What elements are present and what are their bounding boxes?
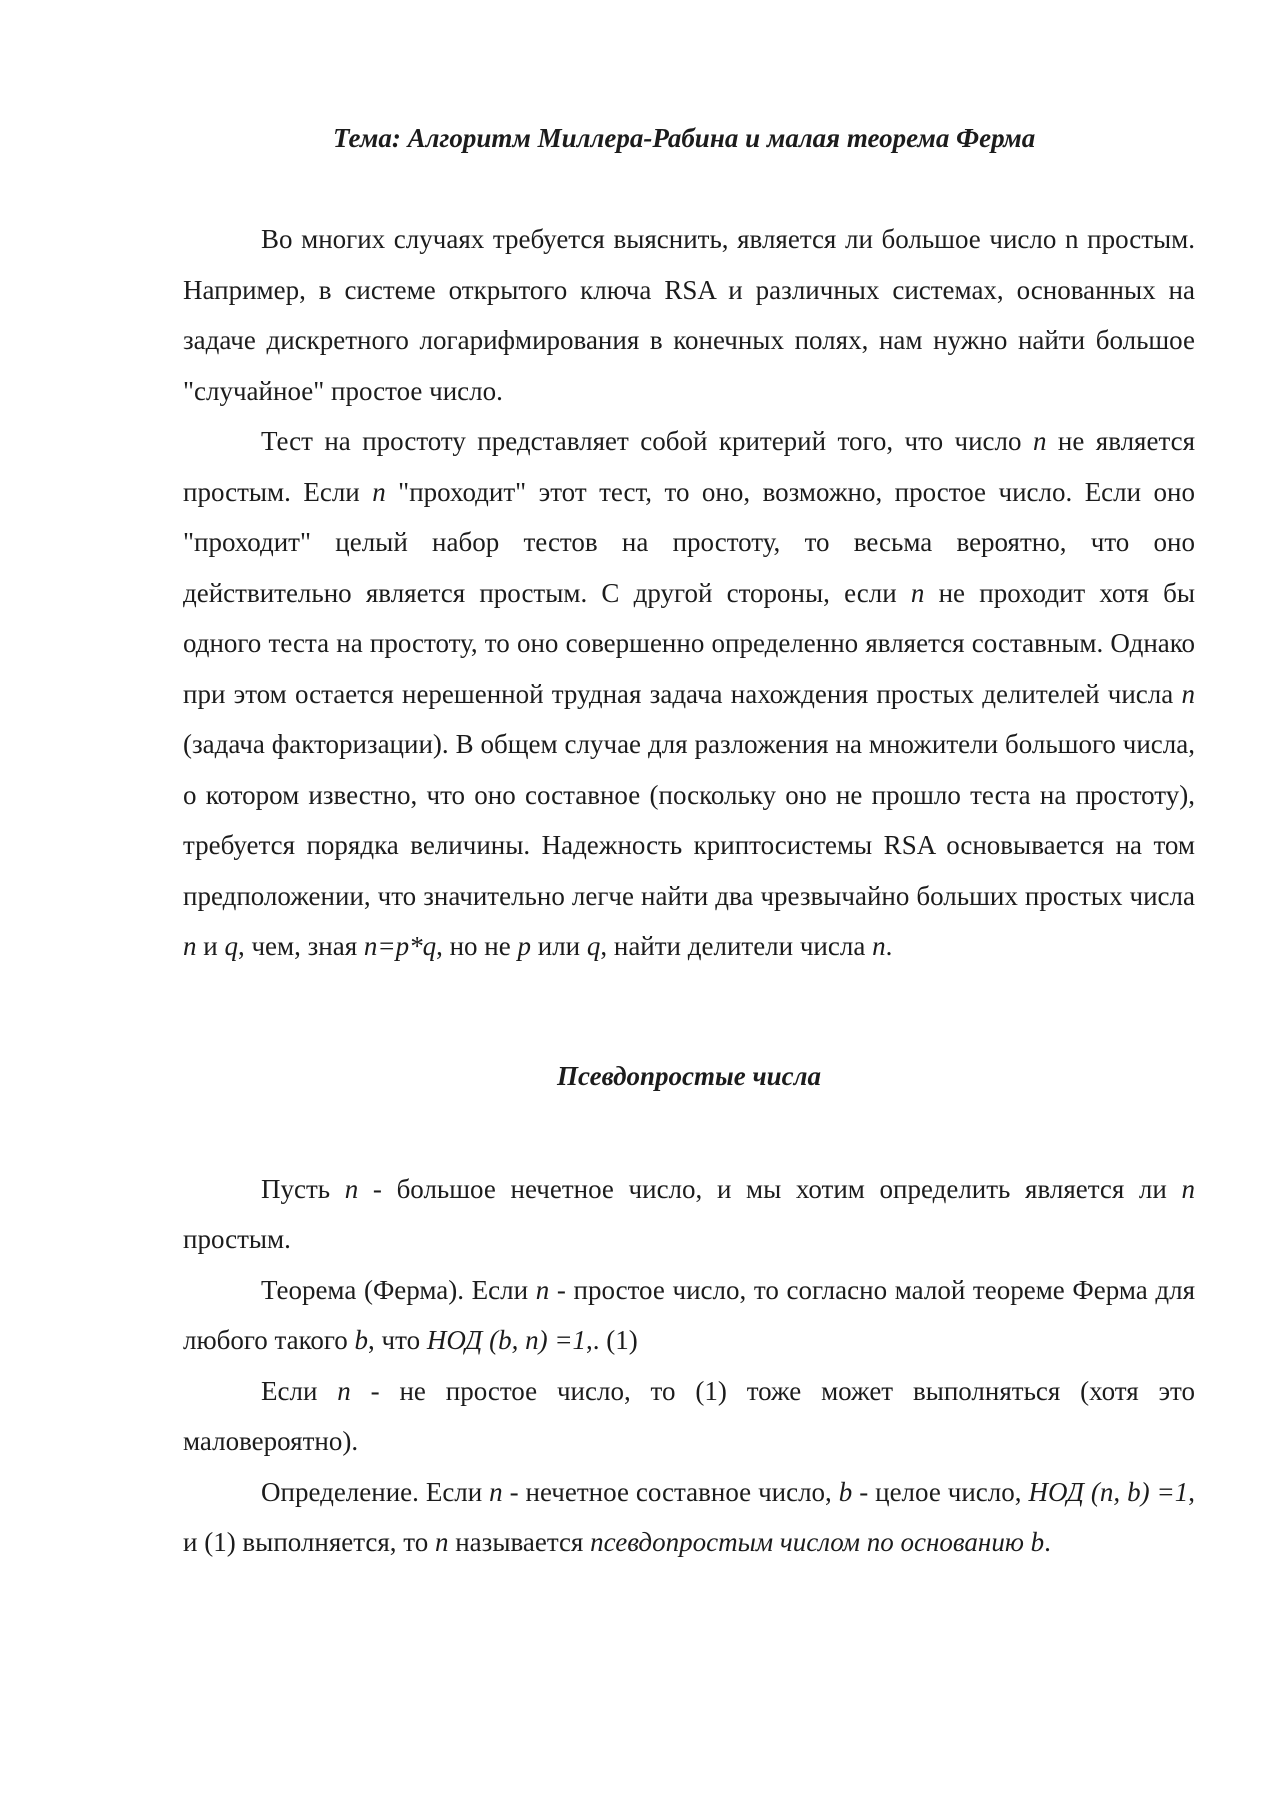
math-expression: НОД (b, n) =1 xyxy=(426,1325,587,1355)
text-run: - не простое число, то (1) тоже может выполняться (хотя это маловероятно). xyxy=(183,1375,1195,1456)
text-run: "проходит" этот тест, то оно, возможно, простое число. Если оно "проходит" целый набор тестов на простоту, то весьма вероятно, что оно действительно является простым. С другой стороны, если xyxy=(183,476,1196,608)
document-title: Тема: Алгоритм Миллера-Рабина и малая теорема Ферма xyxy=(333,123,1036,153)
text-run: Определение. Если xyxy=(261,1476,490,1507)
math-variable: n xyxy=(489,1476,503,1507)
defined-term: псевдопростым числом по основанию b xyxy=(590,1527,1045,1557)
math-variable: n xyxy=(337,1375,351,1406)
text-run: или xyxy=(531,931,587,961)
intro-paragraph-2 xyxy=(183,416,1195,972)
section-paragraph-4 xyxy=(183,1467,1195,1568)
section-paragraph-3 xyxy=(183,1366,1195,1467)
text-run: , найти делители числа xyxy=(600,931,873,961)
text-run: - простое число, то согласно малой теореме Ферма для любого такого xyxy=(183,1274,1195,1355)
text-run: не является простым. Если xyxy=(183,426,1195,507)
section-title: Псевдопростые числа xyxy=(556,1060,822,1091)
intro-paragraph-1: Во многих случаях требуется выяснить, является ли большое число n простым. Например, в системе открытого ключа RSA и различных системах, основанных на задаче дискретного логарифмирования в конечных полях, нам нужно найти большое "случайное" простое число. xyxy=(183,224,1195,406)
math-variable: n xyxy=(183,931,197,961)
text-run: . xyxy=(1044,1527,1051,1557)
math-variable: n xyxy=(1181,1173,1195,1204)
math-variable: n xyxy=(872,931,886,961)
text-run: , и (1) выполняется, то xyxy=(183,1476,1195,1557)
text-run: не проходит хотя бы одного теста на простоту, то оно совершенно определенно является составным. Однако при этом остается нерешенной трудная задача нахождения простых делителей числа xyxy=(183,577,1195,709)
text-run: , чем, зная xyxy=(237,931,364,961)
text-run: Если xyxy=(261,1375,338,1406)
math-variable: n xyxy=(535,1274,550,1305)
text-run: - целое число, xyxy=(852,1476,1029,1507)
math-variable: n xyxy=(1181,678,1195,709)
math-variable: n xyxy=(1032,426,1047,456)
math-variable: n xyxy=(372,476,386,507)
section-paragraph-1 xyxy=(183,1164,1195,1265)
text-run: , но не xyxy=(436,931,518,961)
math-expression: НОД (n, b) =1 xyxy=(1028,1476,1189,1507)
math-variable: p xyxy=(517,931,531,961)
math-variable: n xyxy=(910,577,925,608)
text-run: называется xyxy=(448,1527,591,1557)
text-run: простым. xyxy=(183,1224,291,1254)
text-run: (задача факторизации). В общем случае для разложения на множители большого числа, о котором известно, что оно составное (поскольку оно не прошло теста на простоту), требуется порядка величины. Надежность криптосистемы RSA основывается на том предположении, что значительно легче найти два чрезвычайно больших простых числа xyxy=(183,729,1195,911)
text-run: Тест на простоту представляет собой критерий того, что число xyxy=(261,426,1033,456)
text-run: и xyxy=(196,931,225,961)
text-run: Пусть xyxy=(261,1173,345,1204)
text-run: , что xyxy=(368,1325,427,1355)
text-run: ,. (1) xyxy=(586,1325,638,1355)
math-expression: n=p*q xyxy=(363,931,437,961)
text-run: - нечетное составное число, xyxy=(502,1476,839,1507)
math-variable: b xyxy=(838,1476,853,1507)
math-variable: q xyxy=(224,931,238,961)
section-paragraph-2 xyxy=(183,1265,1195,1366)
math-variable: b xyxy=(354,1325,369,1355)
text-run: - большое нечетное число, и мы хотим определить является ли xyxy=(358,1173,1182,1204)
text-run: Теорема (Ферма). Если xyxy=(261,1274,536,1305)
document-page xyxy=(183,118,1195,1568)
math-variable: q xyxy=(586,931,601,961)
math-variable: n xyxy=(344,1173,359,1204)
math-variable: n xyxy=(434,1527,449,1557)
text-run: . xyxy=(885,931,893,961)
